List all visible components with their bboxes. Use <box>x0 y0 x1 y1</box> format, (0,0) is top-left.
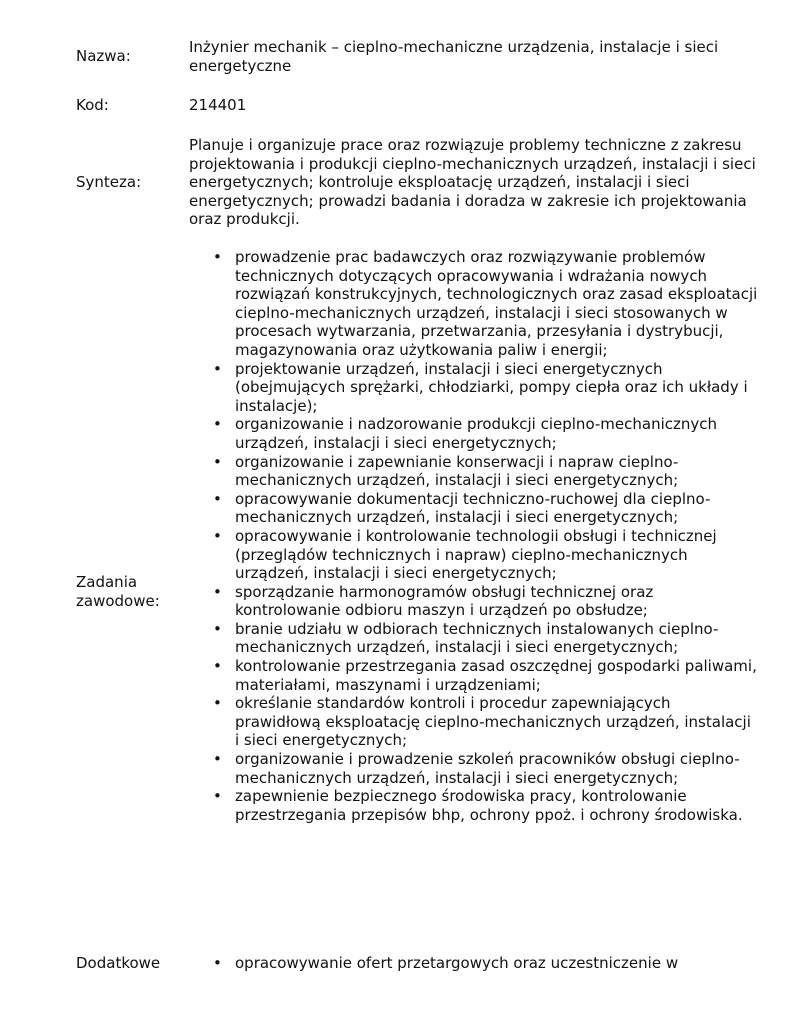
nazwa-value: Inżynier mechanik – cieplno-mechaniczne urządzenia, instalacje i sieci energetyczne <box>189 38 719 75</box>
kod-value: 214401 <box>189 96 247 114</box>
kod-label: Kod: <box>76 96 109 114</box>
list-item: • projektowanie urządzeń, instalacji i sieci energetycznych (obejmujących sprężarki, chłodziarki, pompy ciepła oraz ich układy i instalacje); <box>189 360 759 416</box>
list-item: • branie udziału w odbiorach technicznych instalowanych cieplno-mechanicznych urządzeń, instalacji i sieci energetycznych; <box>189 620 759 657</box>
list-item: • organizowanie i prowadzenie szkoleń pracowników obsługi cieplno-mechanicznych urządzeń, instalacji i sieci energetycznych; <box>189 750 759 787</box>
list-item: • kontrolowanie przestrzegania zasad oszczędnej gospodarki paliwami, materiałami, maszynami i urządzeniami; <box>189 657 759 694</box>
synteza-label: Synteza: <box>76 173 142 191</box>
list-item: • zapewnienie bezpiecznego środowiska pracy, kontrolowanie przestrzegania przepisów bhp, ochrony ppoż. i ochrony środowiska. <box>189 787 759 824</box>
nazwa-label: Nazwa: <box>76 47 131 65</box>
dodatkowe-label: Dodatkowe <box>76 954 161 972</box>
synteza-value: Planuje i organizuje prace oraz rozwiązuje problemy techniczne z zakresu projektowania i produkcji cieplno-mechanicznych urządzeń, instalacji i sieci energetycznych; kontroluje eksploatację urządzeń, instalacji i sieci energetycznych; prowadzi badania i doradza w zakresie ich projektowania oraz produkcji. <box>189 136 756 229</box>
zadania-list <box>189 248 759 824</box>
dodatkowe-list <box>189 954 759 973</box>
list-item: • organizowanie i zapewnianie konserwacji i napraw cieplno-mechanicznych urządzeń, instalacji i sieci energetycznych; <box>189 453 759 490</box>
list-item: • prowadzenie prac badawczych oraz rozwiązywanie problemów technicznych dotyczących opracowywania i wdrażania nowych rozwiązań konstrukcyjnych, technologicznych oraz zasad eksploatacji cieplno-mechanicznych urządzeń, instalacji i sieci stosowanych w procesach wytwarzania, przetwarzania, przesyłania i dystrybucji, magazynowania oraz użytkowania paliw i energii; <box>189 248 759 360</box>
list-item: • organizowanie i nadzorowanie produkcji cieplno-mechanicznych urządzeń, instalacji i sieci energetycznych; <box>189 415 759 452</box>
zadania-label: Zadania zawodowe: <box>76 573 160 610</box>
zadania-row <box>0 248 791 938</box>
kod-row <box>0 96 791 116</box>
synteza-row <box>0 136 791 230</box>
dodatkowe-row <box>0 954 791 984</box>
nazwa-row <box>0 38 791 78</box>
list-item: • opracowywanie dokumentacji techniczno-ruchowej dla cieplno-mechanicznych urządzeń, instalacji i sieci energetycznych; <box>189 490 759 527</box>
list-item: • określanie standardów kontroli i procedur zapewniających prawidłową eksploatację cieplno-mechanicznych urządzeń, instalacji i sieci energetycznych; <box>189 694 759 750</box>
list-item: • opracowywanie i kontrolowanie technologii obsługi i technicznej (przeglądów technicznych i napraw) cieplno-mechanicznych urządzeń, instalacji i sieci energetycznych; <box>189 527 759 583</box>
list-item: • opracowywanie ofert przetargowych oraz uczestniczenie w <box>189 954 759 973</box>
list-item: • sporządzanie harmonogramów obsługi technicznej oraz kontrolowanie odbioru maszyn i urządzeń po obsłudze; <box>189 583 759 620</box>
